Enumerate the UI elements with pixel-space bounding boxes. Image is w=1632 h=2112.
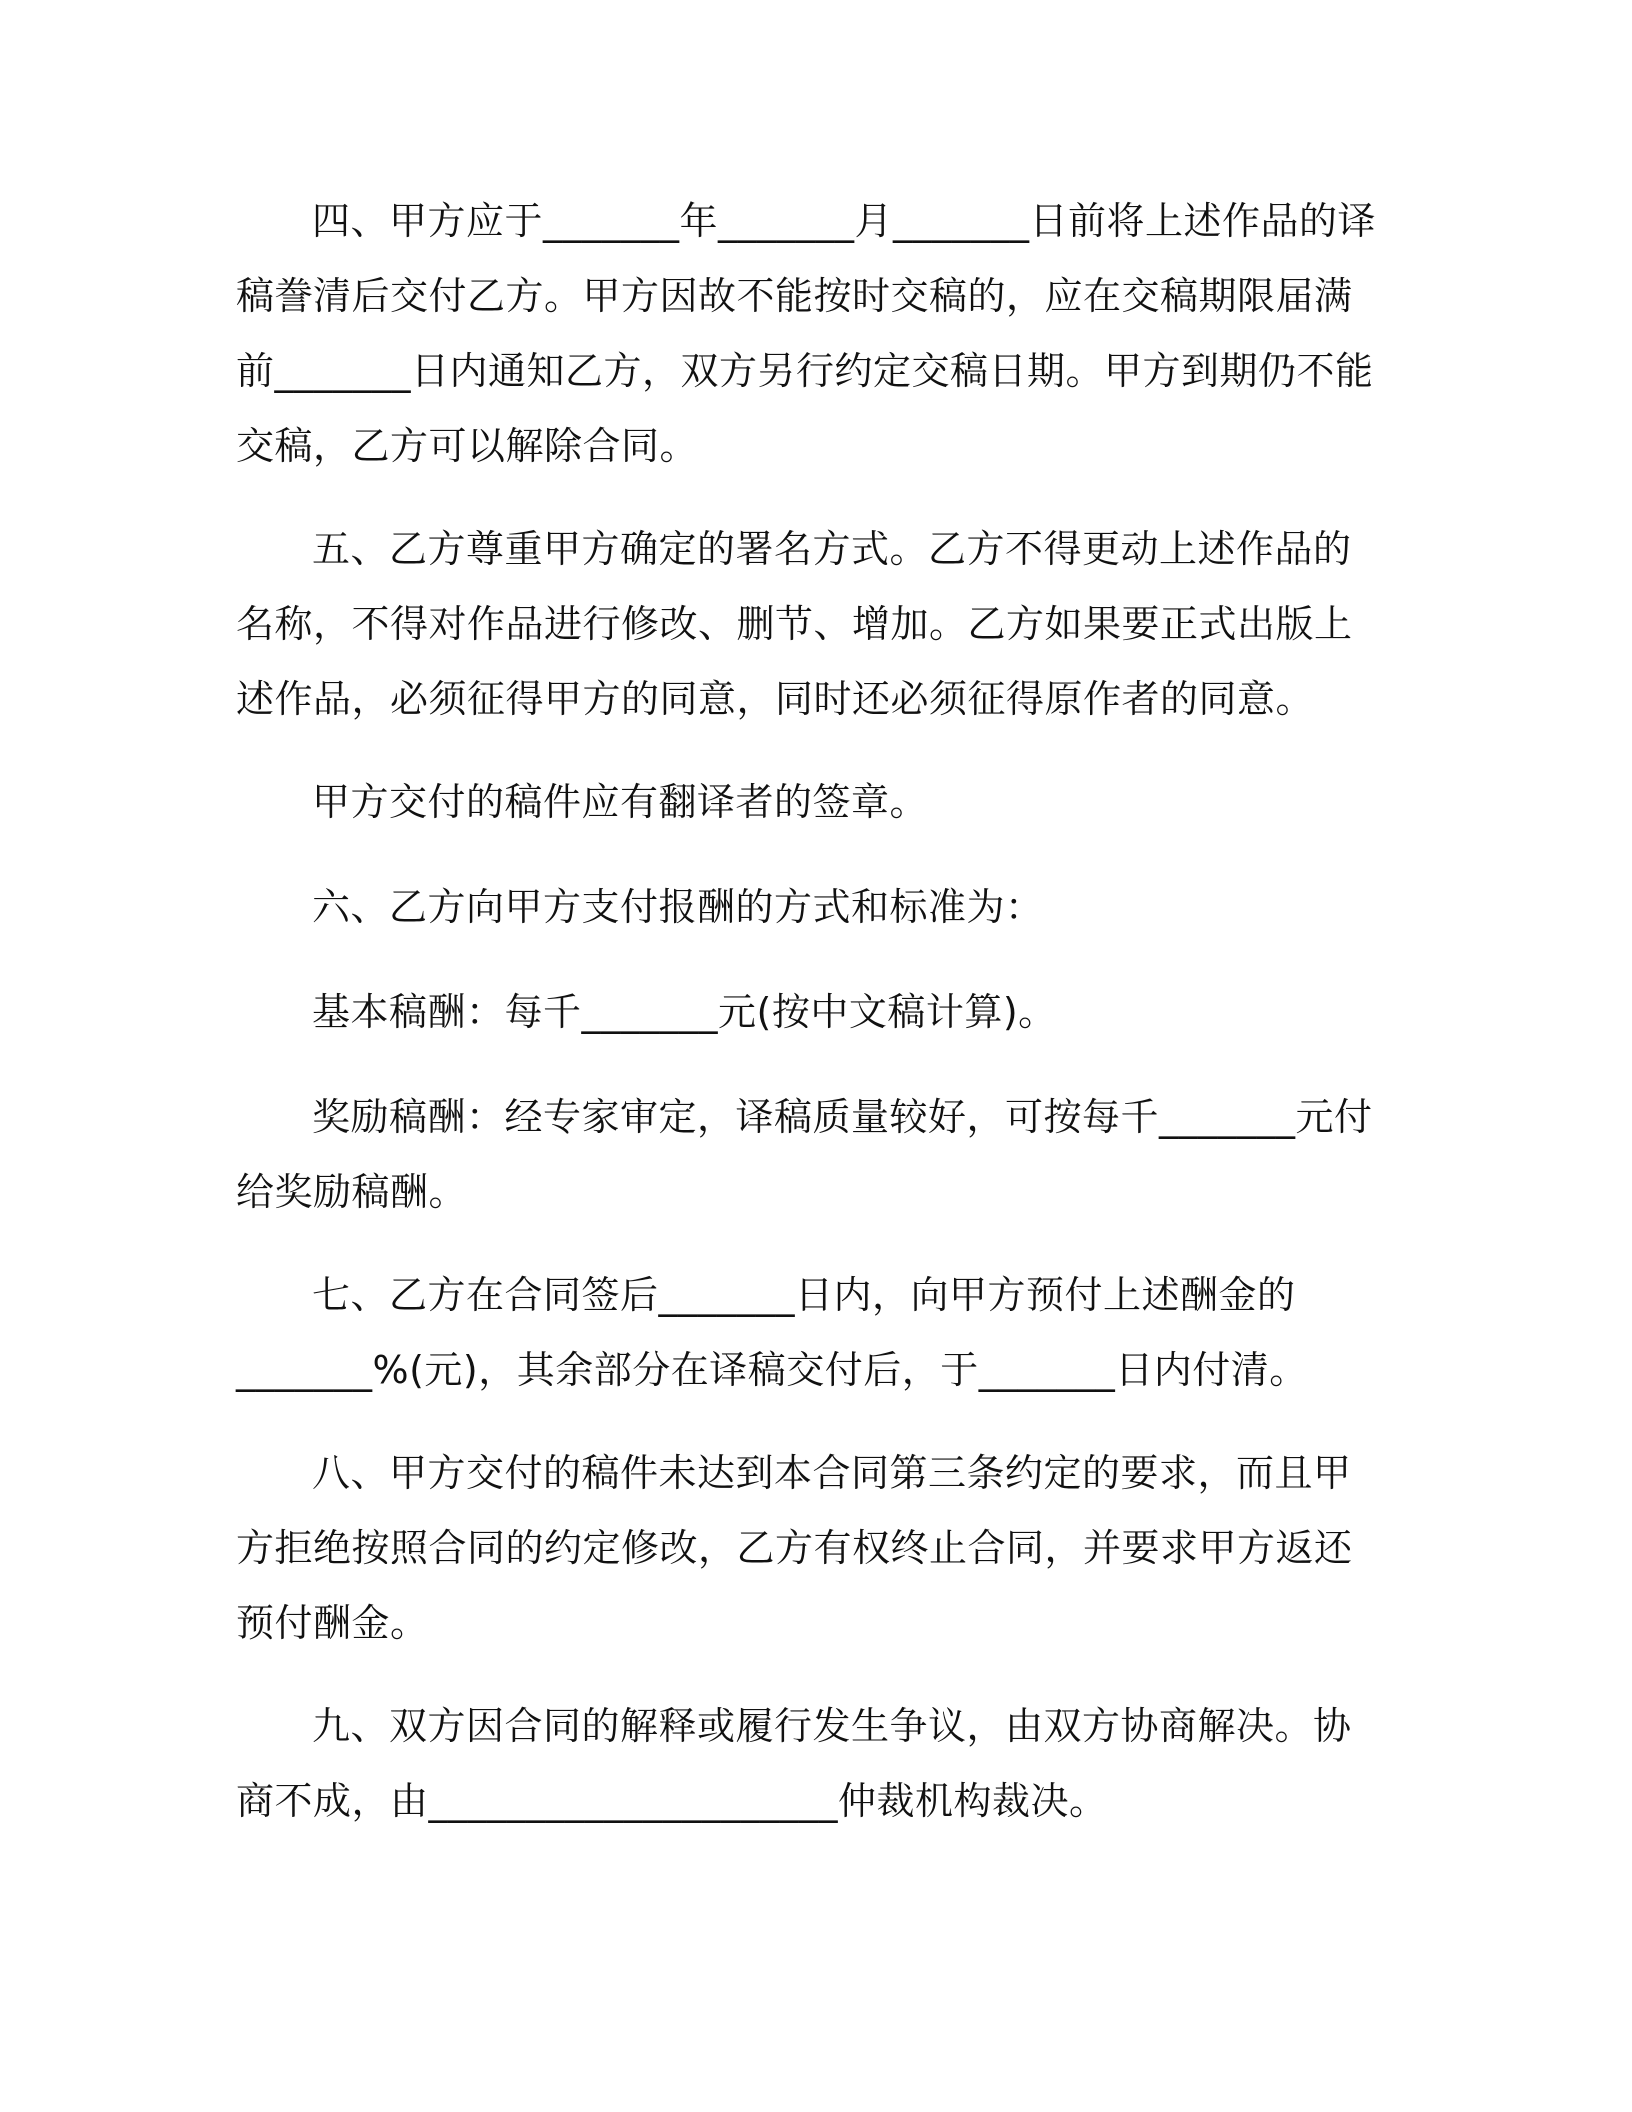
clause-6-paragraph: 六、乙方向甲方支付报酬的方式和标准为： <box>312 885 1044 929</box>
clause-4-paragraph: 四、甲方应于_______年_______月_______日前将上述作品的译稿誊清后交付乙方。甲方因故不能按时交稿的，应在交稿期限届满前_______日内通知乙方，双方另行约定交稿日期。甲方到期仍不能交稿，乙方可以解除合同。 <box>236 199 1377 468</box>
clause-7-paragraph: 七、乙方在合同签后_______日内，向甲方预付上述酬金的_______%(元)，其余部分在译稿交付后，于_______日内付清。 <box>236 1273 1308 1392</box>
clause-8-paragraph: 八、甲方交付的稿件未达到本合同第三条约定的要求，而且甲方拒绝按照合同的约定修改，乙方有权终止合同，并要求甲方返还预付酬金。 <box>236 1451 1353 1645</box>
clause-5-paragraph: 五、乙方尊重甲方确定的署名方式。乙方不得更动上述作品的名称，不得对作品进行修改、删节、增加。乙方如果要正式出版上述作品，必须征得甲方的同意，同时还必须征得原作者的同意。 <box>236 527 1353 721</box>
signature-requirement-paragraph: 甲方交付的稿件应有翻译者的签章。 <box>312 780 929 824</box>
bonus-fee-paragraph: 奖励稿酬：经专家审定，译稿质量较好，可按每千_______元付给奖励稿酬。 <box>236 1095 1373 1214</box>
document-body <box>236 184 1386 1867</box>
clause-9-paragraph: 九、双方因合同的解释或履行发生争议，由双方协商解决。协商不成，由_____________________仲裁机构裁决。 <box>236 1704 1352 1823</box>
basic-fee-paragraph: 基本稿酬：每千_______元(按中文稿计算)。 <box>312 990 1057 1034</box>
